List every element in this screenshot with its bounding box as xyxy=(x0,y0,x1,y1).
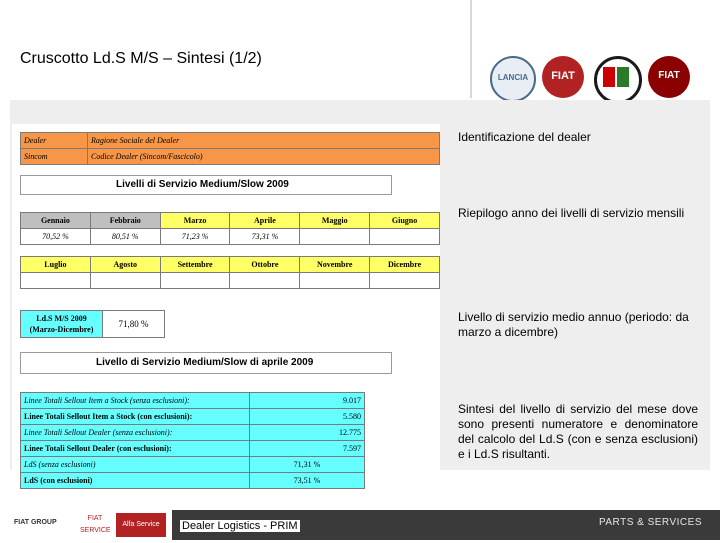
annual-label-line1: Ld.S M/S 2009 xyxy=(36,314,87,323)
value-cell xyxy=(230,273,300,289)
fiat-logo xyxy=(542,56,584,98)
value-cell: 73,31 % xyxy=(230,229,300,245)
note-annual-average: Livello di servizio medio annuo (periodo: da marzo a dicembre) xyxy=(458,310,689,339)
value-cell xyxy=(90,273,160,289)
april-row xyxy=(21,409,365,425)
april-label: LdS (con esclusioni) xyxy=(21,473,250,489)
months-header-row xyxy=(21,257,440,273)
value-cell: 80,51 % xyxy=(90,229,160,245)
annual-value: 71,80 % xyxy=(103,311,165,338)
april-row xyxy=(21,457,365,473)
april-value: 7.597 xyxy=(250,441,365,457)
sincom-row xyxy=(21,149,440,165)
april-label: LdS (senza esclusioni) xyxy=(21,457,250,473)
value-cell: 71,23 % xyxy=(160,229,230,245)
months-header-row xyxy=(21,213,440,229)
annual-label-cell xyxy=(21,311,103,338)
april-value: 12.775 xyxy=(250,425,365,441)
note-april-summary: Sintesi del livello di servizio del mese dove sono presenti numeratore e denominatore del calcolo del Ld.S (con e senza esclusioni) e i Ld.S risultanti. xyxy=(458,402,698,461)
april-value: 9.017 xyxy=(250,393,365,409)
fiat-group-logo: FIAT GROUP xyxy=(14,519,57,526)
month-cell: Novembre xyxy=(300,257,370,273)
value-cell xyxy=(300,273,370,289)
values-row xyxy=(21,229,440,245)
lancia-logo-text: LANCIA xyxy=(497,73,529,82)
april-row xyxy=(21,441,365,457)
value-cell xyxy=(300,229,370,245)
fiat-professional-logo-text: FIAT xyxy=(658,70,680,81)
months-table-bottom xyxy=(20,256,440,289)
april-value: 5.580 xyxy=(250,409,365,425)
fiat-logo-text: FIAT xyxy=(551,70,575,82)
monthly-title: Livelli di Servizio Medium/Slow 2009 xyxy=(116,179,289,190)
brand-logos xyxy=(486,52,708,104)
sincom-value: Codice Dealer (Sincom/Fascicolo) xyxy=(88,149,440,165)
value-cell xyxy=(21,273,91,289)
page-title: Cruscotto Ld.S M/S – Sintesi (1/2) xyxy=(20,50,262,67)
value-cell xyxy=(160,273,230,289)
alfa-cross-icon xyxy=(603,67,615,87)
alfa-service-logo: Alfa Service xyxy=(116,513,166,537)
dealer-value: Ragione Sociale del Dealer xyxy=(88,133,440,149)
footer-text: Dealer Logistics - PRIM xyxy=(182,520,298,532)
april-row xyxy=(21,393,365,409)
april-table xyxy=(20,392,365,489)
value-cell xyxy=(370,229,440,245)
values-row xyxy=(21,273,440,289)
month-cell: Marzo xyxy=(160,213,230,229)
month-cell: Maggio xyxy=(300,213,370,229)
month-cell: Settembre xyxy=(160,257,230,273)
monthly-title-box xyxy=(20,175,392,195)
april-label: Linee Totali Sellout Dealer (con esclusioni): xyxy=(21,441,250,457)
april-label: Linee Totali Sellout Item a Stock (con esclusioni): xyxy=(21,409,250,425)
april-title: Livello di Servizio Medium/Slow di aprile 2009 xyxy=(96,357,314,368)
parts-services-label: PARTS & SERVICES xyxy=(598,517,702,528)
april-row xyxy=(21,473,365,489)
month-cell: Gennaio xyxy=(21,213,91,229)
month-cell: Giugno xyxy=(370,213,440,229)
fiat-service-logo: FIAT SERVICE xyxy=(80,515,111,534)
header-divider xyxy=(470,0,472,98)
fiat-professional-logo xyxy=(648,56,690,98)
annual-table xyxy=(20,310,165,338)
lancia-logo xyxy=(490,56,536,102)
month-cell: Febbraio xyxy=(90,213,160,229)
month-cell: Agosto xyxy=(90,257,160,273)
dealer-row xyxy=(21,133,440,149)
annual-label-line2: (Marzo-Dicembre) xyxy=(29,325,94,334)
note-dealer-id: Identificazione del dealer xyxy=(458,130,591,144)
alfa-romeo-logo xyxy=(594,56,642,104)
month-cell: Dicembre xyxy=(370,257,440,273)
dealer-table xyxy=(20,132,440,165)
annual-row xyxy=(21,311,165,338)
april-title-box xyxy=(20,352,392,374)
april-row xyxy=(21,425,365,441)
note-monthly-summary: Riepilogo anno dei livelli di servizio mensili xyxy=(458,206,685,220)
month-cell: Aprile xyxy=(230,213,300,229)
value-cell xyxy=(370,273,440,289)
months-table-top xyxy=(20,212,440,245)
alfa-serpent-icon xyxy=(617,67,629,87)
sincom-label: Sincom xyxy=(21,149,88,165)
april-value: 71,31 % xyxy=(250,457,365,473)
april-value: 73,51 % xyxy=(250,473,365,489)
dealer-label: Dealer xyxy=(21,133,88,149)
month-cell: Luglio xyxy=(21,257,91,273)
value-cell: 70,52 % xyxy=(21,229,91,245)
month-cell: Ottobre xyxy=(230,257,300,273)
april-label: Linee Totali Sellout Dealer (senza esclusioni): xyxy=(21,425,250,441)
april-label: Linee Totali Sellout Item a Stock (senza esclusioni): xyxy=(21,393,250,409)
